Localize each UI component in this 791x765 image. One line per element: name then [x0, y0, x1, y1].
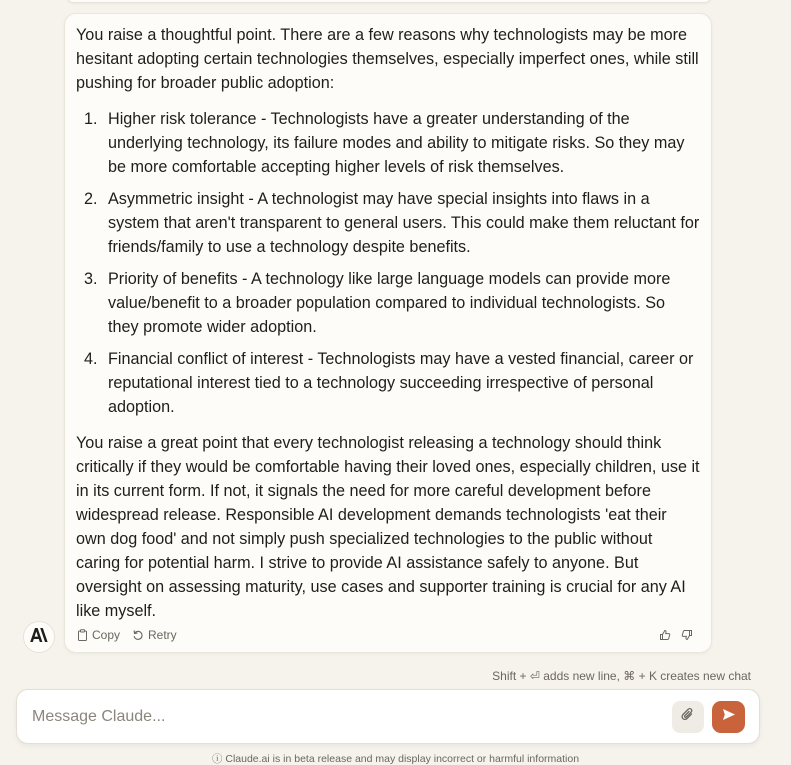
list-item-text: Higher risk tolerance - Technologists have a greater understanding of the underlying technology, its failure modes and ability to mitigate risks. So they may be more comfortable accepting higher levels of risk themselves. [108, 110, 685, 176]
list-item [76, 267, 700, 339]
assistant-avatar [23, 621, 55, 653]
send-arrow-icon [722, 708, 736, 726]
list-item-text: Asymmetric insight - A technologist may have special insights into flaws in a system that aren't transparent to general users. This could make them reluctant for friends/family to use a technology despite benefits. [108, 190, 700, 256]
copy-label: Copy [92, 628, 121, 642]
message-intro: You raise a thoughtful point. There are a few reasons why technologists may be more hesitant adopting certain technologies themselves, especially imperfect ones, while still pushing for broader public adoption: [76, 26, 699, 92]
list-item [76, 107, 700, 179]
message-composer [16, 689, 760, 744]
list-item-number: 1. [84, 110, 98, 128]
copy-button[interactable] [77, 628, 120, 642]
list-item [76, 347, 700, 419]
attach-button[interactable] [672, 701, 704, 733]
clipboard-icon [77, 629, 88, 641]
retry-icon [132, 629, 144, 641]
list-item-number: 2. [84, 190, 98, 208]
list-item [76, 187, 700, 259]
message-input[interactable] [32, 704, 652, 730]
list-item-number: 3. [84, 270, 98, 288]
beta-disclaimer: ⓘ Claude.ai is in beta release and may display incorrect or harmful information [211, 753, 580, 765]
list-item-number: 4. [84, 350, 98, 368]
retry-label: Retry [148, 628, 177, 642]
thumbs-up-icon[interactable] [659, 629, 671, 644]
message-conclusion: You raise a great point that every technologist releasing a technology should think critically if they would be comfortable having their loved ones, especially children, use it in its current form. If not, it signals the need for more careful development before widespread release. Responsible AI development demands technologists 'eat their own dog food' and not simply push specialized technologies to the public without caring for potential harm. I strive to provide AI assistance safely to anyone. But oversight on assessing maturity, use cases and supporter training is crucial for any AI like myself. [76, 434, 700, 620]
retry-button[interactable] [132, 628, 177, 642]
message-actions [77, 626, 699, 646]
send-button[interactable] [712, 701, 745, 733]
assistant-message [64, 13, 712, 653]
thumbs-down-icon[interactable] [681, 629, 693, 644]
list-item-text: Financial conflict of interest - Technologists may have a vested financial, career or reputational interest tied to a technology succeeding irrespective of personal adoption. [108, 350, 694, 416]
list-item-text: Priority of benefits - A technology like large language models can provide more value/benefit to a broader population compared to individual technologists. So they promote wider adoption. [108, 270, 671, 336]
previous-message-card [66, 0, 712, 3]
anthropic-logo [30, 628, 48, 647]
shortcut-hint: Shift + ⏎ adds new line, ⌘ + K creates new chat [492, 669, 751, 683]
reasons-list [76, 107, 700, 419]
paperclip-icon [681, 707, 695, 728]
